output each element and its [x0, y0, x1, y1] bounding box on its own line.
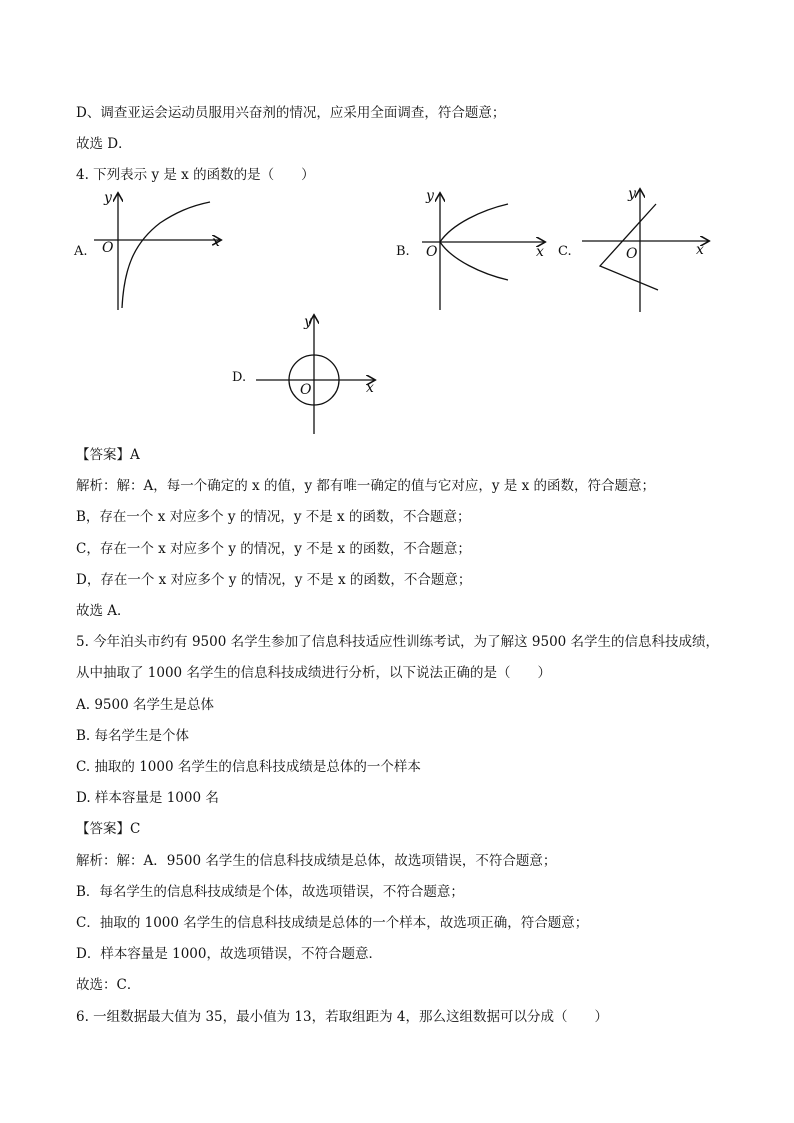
option-c-label: C. — [558, 244, 572, 259]
origin-label: O — [102, 240, 114, 256]
x-axis-label: x — [536, 244, 544, 260]
question-5-stem-1: 5. 今年泊头市约有 9500 名学生参加了信息科技适应性训练考试，为了解这 9500 名学生的信息科技成绩， — [76, 634, 720, 650]
origin-label: O — [300, 382, 312, 398]
graph-option-b — [412, 188, 552, 314]
choice-5: 故选：C． — [76, 977, 141, 993]
y-axis-label: y — [628, 186, 636, 202]
x-axis-label: x — [212, 234, 220, 250]
x-axis-label: x — [366, 380, 374, 396]
question-5-option-b: B. 每名学生是个体 — [76, 728, 190, 744]
question-4-stem: 4. 下列表示 y 是 x 的函数的是（ ） — [76, 167, 315, 183]
y-axis-label: y — [426, 188, 434, 204]
question-5-option-d: D. 样本容量是 1000 名 — [76, 790, 219, 806]
graph-option-c — [578, 186, 718, 314]
analysis-4-d: D，存在一个 x 对应多个 y 的情况，y 不是 x 的函数，不合题意； — [76, 572, 472, 588]
analysis-5-d: D．样本容量是 1000，故选项错误，不符合题意． — [76, 946, 382, 962]
origin-label: O — [426, 244, 438, 260]
question-5-option-a: A. 9500 名学生是总体 — [76, 697, 214, 713]
analysis-4-b: B，存在一个 x 对应多个 y 的情况，y 不是 x 的函数，不合题意； — [76, 509, 471, 525]
option-b-label: B. — [396, 244, 410, 259]
text-line-2: 故选 D． — [76, 136, 132, 152]
text-line-1: D、调查亚运会运动员服用兴奋剂的情况，应采用全面调查，符合题意； — [76, 105, 506, 121]
origin-label: O — [626, 246, 638, 262]
answer-5: 【答案】C — [76, 821, 141, 837]
analysis-4-c: C，存在一个 x 对应多个 y 的情况，y 不是 x 的函数，不合题意； — [76, 541, 471, 557]
y-axis-label: y — [304, 314, 312, 330]
question-5-option-c: C. 抽取的 1000 名学生的信息科技成绩是总体的一个样本 — [76, 759, 421, 775]
curve — [122, 202, 210, 308]
choice-4: 故选 A． — [76, 603, 131, 619]
x-axis-label: x — [696, 242, 704, 258]
graph-option-a — [90, 188, 230, 314]
graph-option-d — [252, 312, 382, 438]
analysis-4-a: 解析：解：A，每一个确定的 x 的值，y 都有唯一确定的值与它对应，y 是 x 的函数，符合题意； — [76, 478, 655, 494]
analysis-5-c: C．抽取的 1000 名学生的信息科技成绩是总体的一个样本，故选项正确，符合题意； — [76, 915, 589, 931]
option-a-label: A. — [74, 244, 88, 259]
analysis-5-a: 解析：解：A．9500 名学生的信息科技成绩是总体，故选项错误，不符合题意； — [76, 853, 557, 869]
y-axis-label: y — [104, 190, 112, 206]
answer-4: 【答案】A — [76, 447, 140, 463]
question-6-stem: 6. 一组数据最大值为 35，最小值为 13，若取组距为 4，那么这组数据可以分成（ ） — [76, 1009, 608, 1025]
analysis-5-b: B．每名学生的信息科技成绩是个体，故选项错误，不符合题意； — [76, 884, 464, 900]
option-d-label: D. — [232, 370, 247, 385]
question-5-stem-2: 从中抽取了 1000 名学生的信息科技成绩进行分析，以下说法正确的是（ ） — [76, 665, 551, 681]
